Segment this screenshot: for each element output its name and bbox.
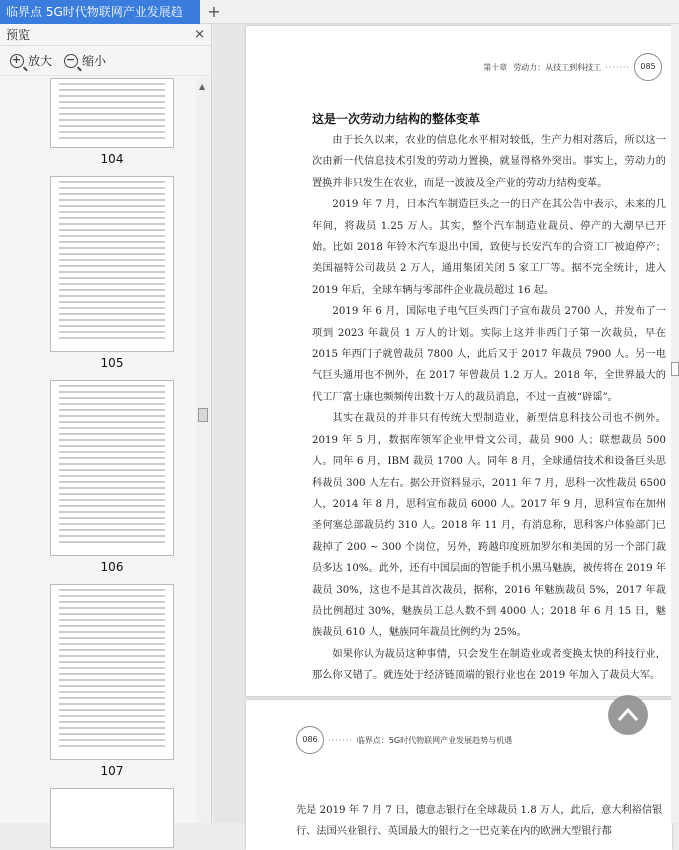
sidebar-scroll-thumb[interactable]: [198, 408, 208, 422]
back-to-top-icon: [616, 705, 640, 723]
paragraph: 如果你认为裁员这种事情，只会发生在制造业或者变换太快的科技行业，那么你又错了。就连处于经济链顶端的银行业也在 2019 年加入了裁员大军。: [312, 648, 666, 682]
running-header: 086 ······· 临界点：5G时代物联网产业发展趋势与机遇: [296, 726, 512, 754]
page-thumbnail-104[interactable]: [50, 78, 174, 148]
chapter-number: 第十章: [483, 62, 508, 72]
zoom-in-label: 放大: [28, 54, 53, 68]
page-thumbnail-105[interactable]: [50, 176, 174, 352]
back-to-top-button[interactable]: [608, 695, 648, 735]
close-icon[interactable]: ×: [194, 27, 205, 42]
body-text: 先是 2019 年 7 月 7 日，德意志银行在全球裁员 1.8 万人，此后，意大利裕信银行、法国兴业银行、英国最大的银行之一巴克莱在内的欧洲大型银行都: [296, 805, 663, 838]
paragraph: 2019 年 6 月，国际电子电气巨头西门子宣布裁员 2700 人，并发布了一项到 2023 年裁员 1 万人的计划。实际上这并非西门子第一次裁员，早在 2015 年西门子就曾裁员 7800 人，此后又于 2017 年裁员 7900 人。另一电气巨头通用也不例外，在 2017 年曾裁员 1.2 万人。2018 年，全世界最大的代工厂富士康也频频传出数十万人的裁员消息，不过一直被“辟谣”。: [312, 306, 666, 403]
zoom-in-icon: +: [10, 54, 24, 68]
page-number: 085: [634, 53, 662, 81]
tab-bar: [0, 0, 679, 24]
sidebar-scrollbar[interactable]: [196, 78, 210, 823]
paragraph: 由于长久以来，农业的信息化水平相对较低，生产力相对落后，所以这一次由新一代信息技术引发的劳动力置换，就显得格外突出。事实上，劳动力的置换并非只发生在农业，而是一波波及全产业的劳动力结构变革。: [312, 135, 666, 189]
page-thumbnail-108[interactable]: [50, 788, 174, 848]
page-number: 086: [296, 726, 324, 754]
zoom-out-button[interactable]: [64, 52, 106, 69]
chapter-title: 劳动力：从技工到科技工: [513, 62, 602, 72]
page-thumbnail-107[interactable]: [50, 584, 174, 760]
document-scrollbar[interactable]: [671, 24, 679, 823]
page-label-105: 105: [100, 356, 124, 370]
zoom-out-icon: −: [64, 54, 78, 68]
zoom-in-button[interactable]: [10, 52, 52, 69]
paragraph: 其实在裁员的并非只有传统大型制造业，新型信息科技公司也不例外。2019 年 5 月，数据库领军企业甲骨文公司，裁员 900 人；联想裁员 500 人。同年 6 月，IBM 裁员 1700 人。同年 8 月，全球通信技术和设备巨头思科裁员 300 人左右。据公开资料显示，2011 年 7 月，思科一次性裁员 6500 人，2014 年 8 月，思科宣布裁员 6000 人。2017 年 9 月，思科宣布在加州圣何塞总部裁员约 310 人。2018 年 11 月，有消息称，思科客户体验部门已裁掉了 200 ~ 300 个岗位，另外，跨越印度班加罗尔和美国的另一个部门裁员多达 10%。此外，还有中国层面的智能手机小黑马魅族，被传将在 2019 年裁员 30%，这也不是其首次裁员，据称，2016 年魅族裁员 5%，2017 年裁员比例超过 30%，魅族员工总人数不到 4000 人；2018 年 6 月 15 日，魅族裁员 610 人，魅族同年裁员比例约为 25%。: [312, 413, 666, 639]
page-label-106: 106: [100, 560, 124, 574]
paragraph: 2019 年 7 月，日本汽车制造巨头之一的日产在其公告中表示，未来的几年间，将裁员 1.25 万人。其实，整个汽车制造业裁员、停产的大潮早已开始。比如 2018 年铃木汽车退出中国，致使与长安汽车的合资工厂被迫停产；美国福特公司裁员 2 万人，通用集团关闭 5 家工厂等。据不完全统计，进入 2019 年后，全球车辆与零部件企业裁员超过 16 起。: [312, 199, 666, 296]
page-label-107: 107: [100, 764, 124, 778]
document-page-086: [246, 700, 672, 850]
zoom-toolbar: [0, 46, 211, 76]
page-label-104: 104: [100, 152, 124, 166]
document-page-085: [246, 26, 672, 696]
preview-sidebar: [0, 24, 212, 823]
document-view: [214, 24, 679, 838]
running-header: 第十章 劳动力：从技工到科技工 ······· 085: [483, 53, 662, 81]
body-text: [312, 130, 666, 687]
thumbnail-list: [0, 78, 196, 823]
sidebar-title: 预览: [6, 28, 31, 42]
tab-document[interactable]: 临界点 5G时代物联网产业发展趋: [0, 0, 200, 24]
zoom-out-label: 缩小: [82, 54, 107, 68]
section-title: 这是一次劳动力结构的整体变革: [312, 112, 481, 126]
page-thumbnail-106[interactable]: [50, 380, 174, 556]
sidebar-header: [0, 24, 211, 46]
document-scroll-thumb[interactable]: [671, 362, 679, 376]
new-tab-button[interactable]: +: [207, 2, 221, 21]
scroll-up-icon[interactable]: ▲: [199, 82, 206, 91]
book-title: 临界点：5G时代物联网产业发展趋势与机遇: [356, 735, 513, 745]
